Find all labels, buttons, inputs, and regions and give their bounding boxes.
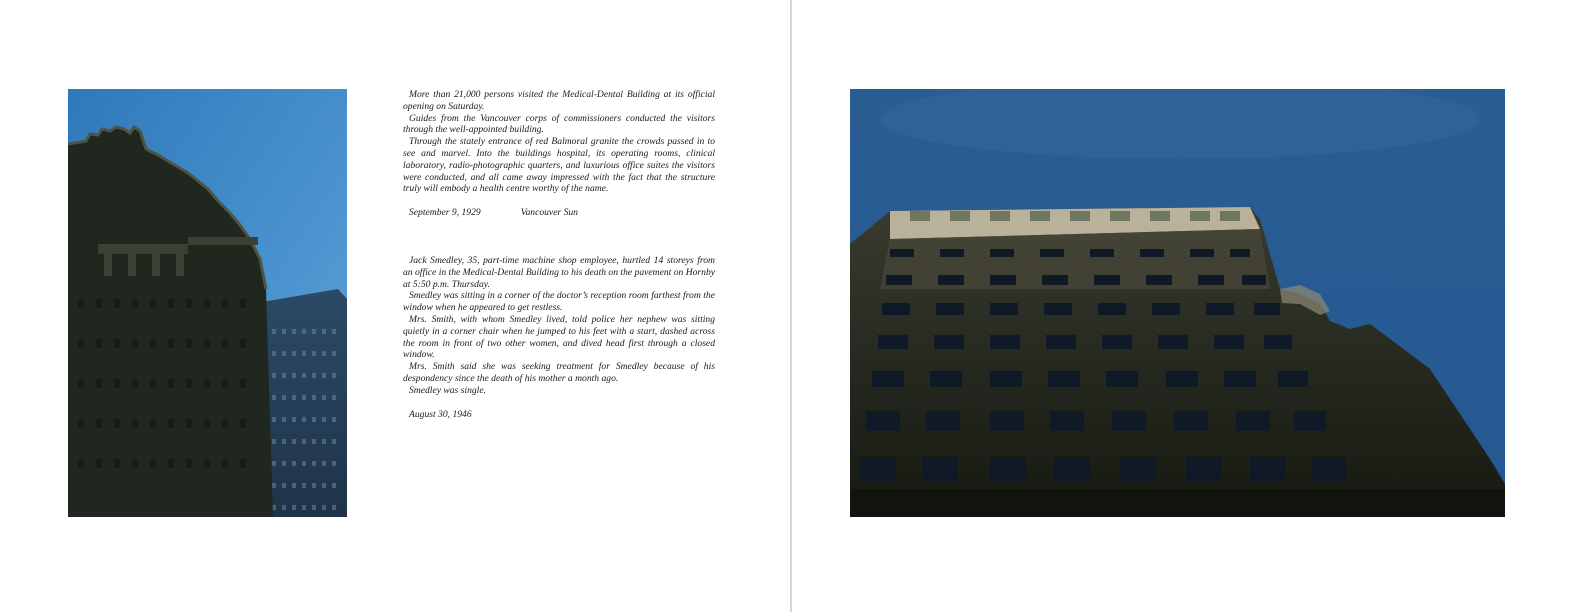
article2-paragraph: Smedley was single. bbox=[409, 384, 487, 396]
right-photo-building bbox=[850, 89, 1505, 517]
article1-attribution bbox=[403, 207, 715, 219]
article2-date: August 30, 1946 bbox=[409, 408, 472, 420]
article1-date: September 9, 1929 bbox=[409, 207, 481, 219]
article-smedley-1946 bbox=[403, 255, 715, 420]
right-photo-image bbox=[850, 89, 1505, 517]
article2-paragraph: Mrs. Smith said she was seeking treatment for Smedley because of his despondency since the death of his mother a month ago. bbox=[403, 361, 715, 384]
article-opening-1929 bbox=[403, 89, 715, 219]
left-photo-building bbox=[68, 89, 347, 517]
article1-paragraph: More than 21,000 persons visited the Medical-Dental Building at its official opening on Saturday. bbox=[403, 89, 715, 112]
left-photo-image bbox=[68, 89, 347, 517]
article2-paragraph: Mrs. Smith, with whom Smedley lived, told police her nephew was sitting quietly in a corner chair when he jumped to his feet with a start, dashed across the room in front of two other women, and dived head first through a closed window. bbox=[403, 313, 715, 361]
article2-paragraph: Jack Smedley, 35, part-time machine shop employee, hurtled 14 storeys from an office in the Medical-Dental Building to his death on the pavement on Hornby at 5:50 p.m. Thursday. bbox=[403, 255, 715, 290]
article1-paragraph: Through the stately entrance of red Balmoral granite the crowds passed in to see and marvel. Into the buildings hospital, its operating rooms, clinical laboratory, radio-photographic quarters, and luxurious office suites the visitors were conducted, and all came away impressed with the fact that the structure truly will embody a health centre worthy of the name. bbox=[403, 136, 715, 195]
article1-paragraph: Guides from the Vancouver corps of commissioners conducted the visitors through the well-appointed building. bbox=[403, 112, 715, 136]
article2-paragraph: Smedley was sitting in a corner of the doctor’s reception room farthest from the window when he appeared to get restless. bbox=[403, 290, 715, 314]
article1-source: Vancouver Sun bbox=[520, 207, 578, 219]
article2-attribution bbox=[403, 409, 715, 421]
